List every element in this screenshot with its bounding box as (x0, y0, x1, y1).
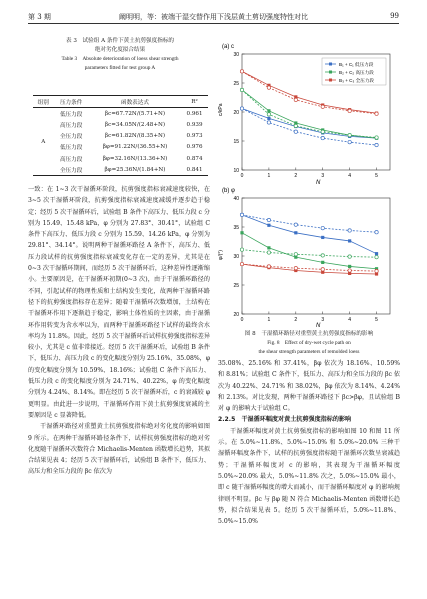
table-row (33, 119, 208, 130)
condition-cell: 低压力段 (59, 111, 83, 118)
legend-marker (329, 63, 332, 66)
data-point (240, 248, 243, 251)
legend-label: B₁ + C₁ 低压力段 (339, 62, 374, 67)
y-tick-label: 40 (233, 196, 239, 202)
data-point (375, 252, 378, 255)
r2-cell: 0.961 (186, 110, 203, 117)
series-line (242, 215, 377, 232)
expression-cell: βφ=25.36N/(1.84+N) (104, 166, 166, 173)
x-tick-label: 1 (267, 173, 271, 179)
data-point (267, 121, 270, 124)
page-number: 99 (390, 12, 399, 20)
data-point (267, 246, 270, 249)
data-point (348, 109, 351, 112)
expression-cell: βc=34.05N/(2.48+N) (104, 121, 166, 128)
data-point (267, 224, 270, 227)
data-point (294, 231, 297, 234)
data-point (321, 254, 324, 257)
series-line (242, 250, 377, 258)
y-axis-label-a: c/kPa (218, 103, 224, 116)
issue-number: 第 3 期 (28, 13, 51, 21)
data-point (240, 88, 243, 91)
data-point (348, 134, 351, 137)
series-line (242, 90, 377, 138)
figure-8-caption (218, 330, 400, 357)
table3-caption-cn: 表 3 试验组 A 条件下黄土抗剪强度指标的 (65, 38, 175, 44)
col-r2: R² (191, 98, 198, 105)
data-point (348, 229, 351, 232)
table-row (33, 131, 208, 142)
chart-panel-b (233, 196, 390, 323)
x-tick-label: 2 (294, 173, 298, 179)
data-point (240, 107, 243, 110)
data-point (321, 226, 324, 229)
legend-marker (329, 79, 332, 82)
page-header (28, 10, 399, 24)
y-tick-label: 20 (233, 312, 239, 318)
x-tick-label: 3 (321, 317, 325, 323)
data-point (294, 98, 297, 101)
data-point (321, 261, 324, 264)
panel-b-label: (b) φ (222, 188, 235, 194)
paragraph: 一致：在 1~3 次干湿循环阶段，抗剪强度指标衰减速度较快，在 3~5 次干湿循环阶段，抗剪强度指标衰减速度减缓并逐步趋于稳定；经历 5 次干湿循环后，试验组 B 条件下高压力、低压力段 c 分别为 15.49、15.48 kPa，φ 分别为 27.83°、30.41°，试验组 C 条件下高压力、低压力段 c 分别为 15.59、14.26 kPa，φ 分别为 29.81°、34.14°。说明两种干湿循环路径 A 条件下，高压力、低压力段试样的抗剪强度指标衰减变化存在一定的差异，尤其是在 0~3 次干湿循环期间，而经历 5 次干湿循环后，这种差异性逐渐缩小。主要原因是，在干湿循环初期(0~3 次)，由于干湿循环路径的不同，引起试样的物理性质和土结构发生变化，故两种干湿循环路径下的抗剪强度指标存在差异；随着干湿循环次数增加，土结构在干湿循环作用下逐渐趋于稳定，影响土体性质的主因素，由于湿循环作用转变为含水率以为，而两种干湿循环路径下试样的最终含水率均为 11.8%。因此，经历 5 次干湿循环后试样抗剪强度指标差异较小，尤其是 c 值非常接近。经历 5 次干湿循环后，试验组 B 条件下，低压力、高压力段 c 的变化幅度分别为 25.16%、35.08%，φ 的变化幅度分别为 10.59%、18.16%；试验组 C 条件下高压力、低压力段 c 的变化幅度分别为 24.71%、40.22%，φ 的变化幅度分别为 4.24%、8.14%。即在经历 5 次干湿循环后，c 的衰减较 φ 更明显。由此进一步说明，干湿循环作用下黄土抗剪强度衰减的主要原因是 c 显著降低。 (28, 186, 210, 419)
data-point (321, 105, 324, 108)
y-tick-label: 30 (233, 254, 239, 260)
r2-cell: 0.939 (186, 121, 203, 128)
left-column-text (28, 184, 210, 584)
series-line (242, 264, 377, 271)
paragraph: 干湿循环幅度对黄土抗剪强度指标的影响如图 10 和图 11 所示。在 5.0%~11.8%、5.0%~15.0% 和 5.0%~20.0% 三种干湿循环幅度条件下，试样的抗剪强度指标随干湿循环次数呈衰减趋势；干湿循环幅度对 c 的影响，其表现为干湿循环幅度 5.0%~20.0% 最大，5.0%~11.8% 次之，5.0%~15.0% 最小，即 c 随干湿循环幅度的增大而减小，而干湿循环幅度对 φ 的影响规律则不明显。βc 与 βφ 随 N 符合 Michaelis-Menten 函数增长趋势，拟合结果见表 5。经历 5 次干湿循环后，5.0%~11.8%、5.0%~15.0% (218, 427, 400, 526)
data-point (267, 86, 270, 89)
legend-label: B₃ + C₃ 全压力段 (339, 78, 375, 83)
data-point (321, 130, 324, 133)
condition-cell: 低压力段 (59, 145, 83, 152)
col-group: 组别 (37, 99, 49, 106)
y-tick-label: 35 (233, 225, 239, 231)
table-row (33, 153, 208, 164)
group-cell: A (41, 138, 46, 145)
y-tick-label: 15 (233, 139, 239, 145)
paragraph: 35.08%、25.16% 和 37.41%，βφ 依次为 18.16%、10.59% 和 8.81%；试验组 C 条件下，低压力、高压力和全压力段的 βc 依次为 40.22%、24.71% 和 38.02%，βφ 依次为 8.14%、4.24% 和 2.13%。对比发现，两种干湿循环路径下 βc>βφ，且试验组 B 对 φ 的影响大于试验组 C。 (218, 360, 400, 413)
data-point (375, 231, 378, 234)
table3 (33, 95, 208, 176)
data-point (348, 269, 351, 272)
table-row (33, 164, 208, 176)
data-point (267, 251, 270, 254)
x-tick-label: 4 (348, 317, 352, 323)
header-rule (28, 23, 399, 24)
series-line (242, 215, 377, 254)
r2-cell: 0.841 (186, 166, 203, 173)
y-tick-label: 20 (233, 110, 239, 116)
series-line (242, 90, 377, 138)
panel-a-label: (a) c (222, 44, 234, 50)
col-condition: 压力条件 (59, 99, 83, 106)
data-point (348, 140, 351, 143)
data-point (375, 269, 378, 272)
data-point (321, 236, 324, 239)
paragraph: 干湿循环路径对重塑黄土抗剪强度指标绝对劣化度的影响如图 9 所示。在两种干湿循环路径条件下，试样抗剪强度指标的绝对劣化度随干湿循环次数符合 Michaelis-Menten 函数增长趋势，其拟合结果见表 4；经历 5 次干湿循环后，试验组 B 条件下，低压力、高压力和全压力段的 βc 依次为 (28, 423, 210, 476)
data-point (375, 255, 378, 258)
y-tick-label: 30 (233, 52, 239, 58)
x-tick-label: 5 (375, 317, 378, 323)
x-tick-label: 0 (240, 317, 244, 323)
legend-marker (329, 71, 332, 74)
data-point (294, 223, 297, 226)
table3-caption-cn2: 绝对劣化度拟合结果 (94, 47, 146, 53)
fig8-caption-cn: 图 8 干湿循环路径对重塑黄土抗剪强度指标的影响 (244, 331, 374, 337)
series-line (242, 109, 377, 139)
data-point (240, 70, 243, 73)
x-axis-label-b: N (316, 323, 321, 329)
data-point (294, 130, 297, 133)
data-point (267, 265, 270, 268)
expression-cell: βφ=32.16N/(13.36+N) (102, 155, 168, 162)
y-axis-label-b: φ/(°) (218, 250, 224, 260)
right-column-text (218, 358, 400, 588)
x-tick-label: 4 (348, 173, 352, 179)
y-tick-label: 25 (233, 283, 239, 289)
data-point (240, 213, 243, 216)
table-row (33, 108, 208, 120)
y-tick-label: 10 (233, 168, 239, 174)
series-line (242, 233, 377, 269)
table-header-row (33, 96, 208, 108)
data-point (294, 253, 297, 256)
data-point (267, 218, 270, 221)
fig8-caption-en: Fig. 8 Effect of dry-wet cycle path on (267, 340, 351, 346)
x-tick-label: 2 (294, 317, 298, 323)
plot-frame (242, 198, 390, 314)
condition-cell: 全压力段 (59, 167, 83, 174)
data-point (240, 262, 243, 265)
fig8-caption-en2: the shear strength parameters of remolded loess (258, 349, 360, 355)
r2-cell: 0.976 (186, 144, 203, 151)
data-point (375, 112, 378, 115)
condition-cell: 高压力段 (59, 156, 83, 163)
x-tick-label: 1 (267, 317, 271, 323)
chart-panel-a (233, 52, 390, 179)
r2-cell: 0.874 (186, 155, 203, 162)
condition-cell: 高压力段 (59, 122, 83, 129)
x-tick-label: 3 (321, 173, 325, 179)
data-point (267, 113, 270, 116)
table3-caption-en2: parameters fitted for test group A (84, 65, 156, 71)
data-point (348, 265, 351, 268)
x-axis-label-a: N (316, 180, 321, 186)
x-tick-label: 0 (240, 173, 244, 179)
data-point (348, 239, 351, 242)
data-point (321, 268, 324, 271)
data-point (321, 136, 324, 139)
data-point (375, 136, 378, 139)
col-expression: 函数表达式 (120, 99, 149, 106)
r2-cell: 0.973 (186, 133, 203, 140)
data-point (348, 255, 351, 258)
running-title: 阚明明，等：被端干湿交替作用下浅层黄土剪切强度特性对比 (119, 13, 308, 21)
table3-caption (30, 37, 210, 73)
condition-cell: 全压力段 (59, 134, 83, 141)
expression-cell: βφ=91.22N/(36.55+N) (102, 144, 168, 151)
data-point (267, 109, 270, 112)
section-heading: 2.2.5 干湿循环幅度对黄土抗剪强度指标的影响 (218, 416, 352, 424)
y-tick-label: 25 (233, 81, 239, 87)
data-point (294, 124, 297, 127)
data-point (267, 117, 270, 120)
expression-cell: βc=61.82N/(8.35+N) (104, 133, 166, 140)
data-point (294, 266, 297, 269)
table-row (33, 142, 208, 153)
legend-label: B₂ + C₂ 高压力段 (339, 70, 374, 75)
table3-caption-en: Table 3 Absolute deterioration of loess shear strength (61, 56, 179, 62)
data-point (375, 143, 378, 146)
figure-8 (218, 40, 398, 330)
expression-cell: βc=67.72N/(5.71+N) (104, 110, 166, 117)
data-point (240, 231, 243, 234)
x-tick-label: 5 (375, 173, 378, 179)
